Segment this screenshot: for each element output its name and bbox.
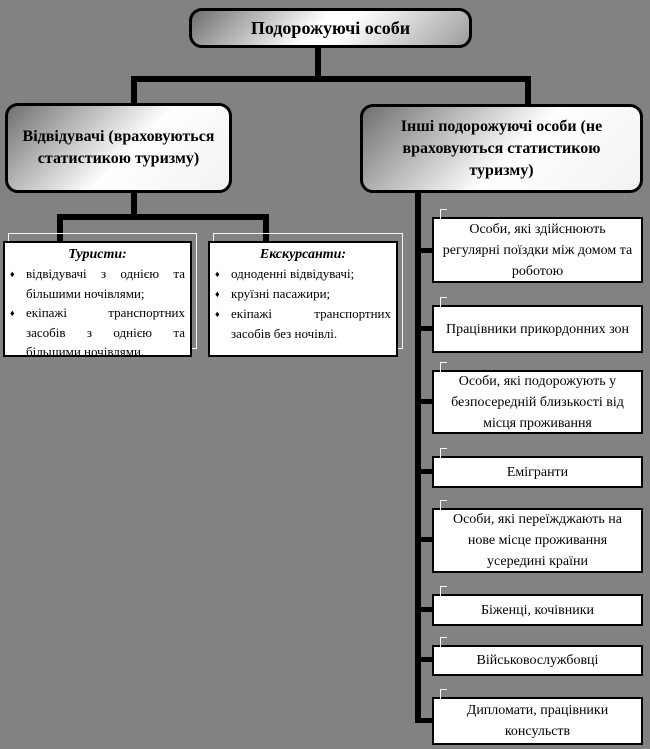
category-label: Особи, які подорожують у безпосередній близькості від місця проживання: [451, 373, 624, 431]
connector-stub-category-1: [415, 248, 432, 253]
branch-visitors-label: Відвідувачі (враховуються статистикою туризму): [22, 128, 215, 167]
list-item-text: одноденні відвідувачі;: [231, 266, 355, 281]
tourists-list: [10, 264, 185, 361]
category-label: Особи, які здійснюють регулярні поїздки між домом та роботою: [442, 221, 633, 279]
category-box-border-zone-workers: [432, 305, 643, 353]
connector-visitors-crossbar: [57, 214, 269, 220]
connector-stub-category-8: [415, 718, 432, 723]
connector-root-stem: [315, 46, 321, 78]
category-label: Особи, які переїжджають на нове місце проживання усередині країни: [452, 512, 623, 569]
list-item-text: круїзні пасажири;: [231, 286, 331, 301]
diamond-bullet-icon: ♦: [10, 308, 15, 318]
connector-stub-category-2: [415, 326, 432, 331]
root-node-travelling-persons: [189, 8, 472, 48]
category-box-diplomats: [432, 697, 643, 745]
category-label: Військовослужбовці: [476, 653, 599, 668]
category-label: Біженці, кочівники: [480, 602, 595, 618]
connector-stub-category-6: [415, 607, 432, 612]
list-item: [10, 303, 185, 361]
diamond-bullet-icon: ♦: [10, 269, 15, 279]
excursionists-list: [215, 264, 391, 343]
list-item: [215, 264, 391, 284]
list-item: [215, 284, 391, 304]
category-box-commuters: [432, 217, 643, 283]
list-item: [215, 304, 391, 343]
list-item-text: відвідувачі з однією та більшими ночівлями;: [26, 266, 185, 301]
connector-root-crossbar: [131, 76, 531, 82]
diamond-bullet-icon: ♦: [215, 289, 220, 299]
connector-drop-visitors: [131, 76, 137, 104]
diamond-bullet-icon: ♦: [215, 309, 220, 319]
connector-stub-category-4: [415, 469, 432, 474]
root-node-label: Подорожуючі особи: [250, 17, 411, 38]
list-item-text: екіпажі транспортних засобів з однією та більшими ночівлями.: [26, 305, 185, 359]
tourists-title: Туристи:: [68, 247, 127, 262]
excursionists-title: Екскурсанти:: [259, 247, 347, 262]
branch-node-other-travellers: [360, 104, 643, 193]
leaf-box-excursionists: [208, 241, 398, 357]
connector-stub-category-3: [415, 399, 432, 404]
category-box-emigrants: [432, 456, 643, 488]
leaf-box-tourists: [3, 241, 192, 357]
category-box-local-travellers: [432, 370, 643, 434]
category-box-internal-movers: [432, 508, 643, 573]
branch-others-label: Інші подорожуючі особи (не враховуються статистикою туризму): [400, 117, 603, 179]
diamond-bullet-icon: ♦: [215, 269, 220, 279]
category-box-refugees-nomads: [432, 594, 643, 626]
category-box-military: [432, 645, 643, 676]
list-item: [10, 264, 185, 303]
connector-stub-category-7: [415, 657, 432, 662]
list-item-text: екіпажі транспортних засобів без ночівлі.: [231, 306, 391, 341]
branch-node-visitors: [5, 103, 232, 193]
category-label: Працівники прикордонних зон: [445, 321, 630, 337]
connector-stub-category-5: [415, 537, 432, 542]
category-label: Емігранти: [506, 464, 569, 480]
connector-others-trunk: [415, 192, 421, 723]
category-label: Дипломати, працівники консульств: [466, 703, 609, 739]
